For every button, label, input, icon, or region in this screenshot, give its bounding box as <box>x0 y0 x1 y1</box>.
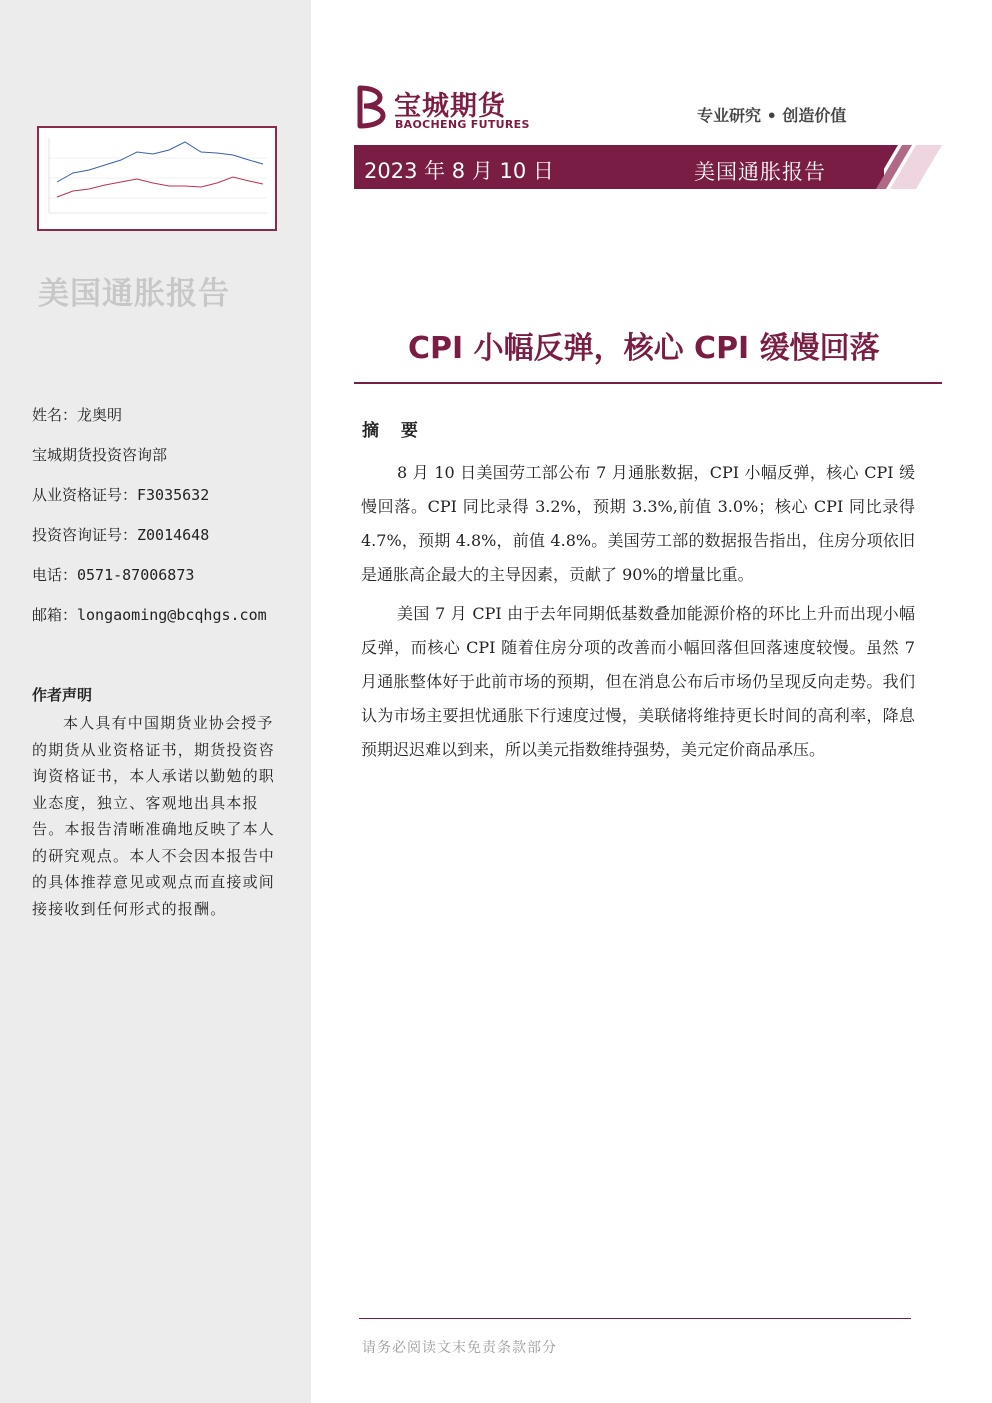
footer-disclaimer: 请务必阅读文末免责条款部分 <box>362 1340 557 1356</box>
practice-license: 从业资格证号：F3035632 <box>32 486 210 504</box>
phone-number: 电话：0571-87006873 <box>32 566 195 584</box>
department: 宝城期货投资咨询部 <box>32 446 168 464</box>
abstract-paragraph-2: 美国 7 月 CPI 由于去年同期低基数叠加能源价格的环比上升而出现小幅反弹，而核心 CPI 随着住房分项的改善而小幅回落但回落速度较慢。虽然 7 月通胀整体好于此前市场的预期，但在消息公布后市场仍呈现反向走势。我们认为市场主要担忧通胀下行速度过慢，美联储将维持更长时间的高利率，降息预期迟迟难以到来，所以美元指数维持强势，美元定价商品承压。 <box>361 604 915 759</box>
baocheng-logo-icon <box>356 84 392 130</box>
company-slogan: 专业研究 • 创造价值 <box>697 106 847 125</box>
report-type-label: 美国通胀报告 <box>694 160 826 184</box>
logo-english-name: BAOCHENG FUTURES <box>395 118 530 131</box>
footer-divider <box>359 1318 911 1319</box>
report-main-title: CPI 小幅反弹，核心 CPI 缓慢回落 <box>408 331 880 366</box>
sidebar-report-title: 美国通胀报告 <box>38 276 230 312</box>
declaration-heading: 作者声明 <box>32 686 93 704</box>
email-address: 邮箱：longaoming@bcqhgs.com <box>32 606 267 624</box>
logo-chinese-name: 宝城期货 <box>394 91 506 122</box>
thumbnail-chart-graphic <box>39 128 275 229</box>
abstract-heading: 摘 要 <box>362 421 426 441</box>
author-name: 姓名：龙奥明 <box>32 406 123 424</box>
report-date: 2023 年 8 月 10 日 <box>364 159 554 183</box>
abstract-paragraph-1: 8 月 10 日美国劳工部公布 7 月通胀数据，CPI 小幅反弹，核心 CPI 缓慢回落。CPI 同比录得 3.2%，预期 3.3%,前值 3.0%；核心 CPI 同比录得 4.7%，预期 4.8%，前值 4.8%。美国劳工部的数据报告指出，住房分项依旧是通胀高企最大的主导因素，贡献了 90%的增量比重。 <box>361 463 915 584</box>
consulting-license: 投资咨询证号：Z0014648 <box>32 526 210 544</box>
declaration-text: 本人具有中国期货业协会授予的期货从业资格证书，期货投资咨询资格证书，本人承诺以勤勉的职业态度，独立、客观地出具本报告。本报告清晰准确地反映了本人的研究观点。本人不会因本报告中的具体推荐意见或观点而直接或间接接收到任何形式的报酬。 <box>32 714 276 918</box>
cover-chart-thumbnail <box>37 126 277 231</box>
sidebar-panel <box>0 0 311 1403</box>
title-divider <box>354 382 942 384</box>
banner-stripes-decoration <box>858 145 942 189</box>
